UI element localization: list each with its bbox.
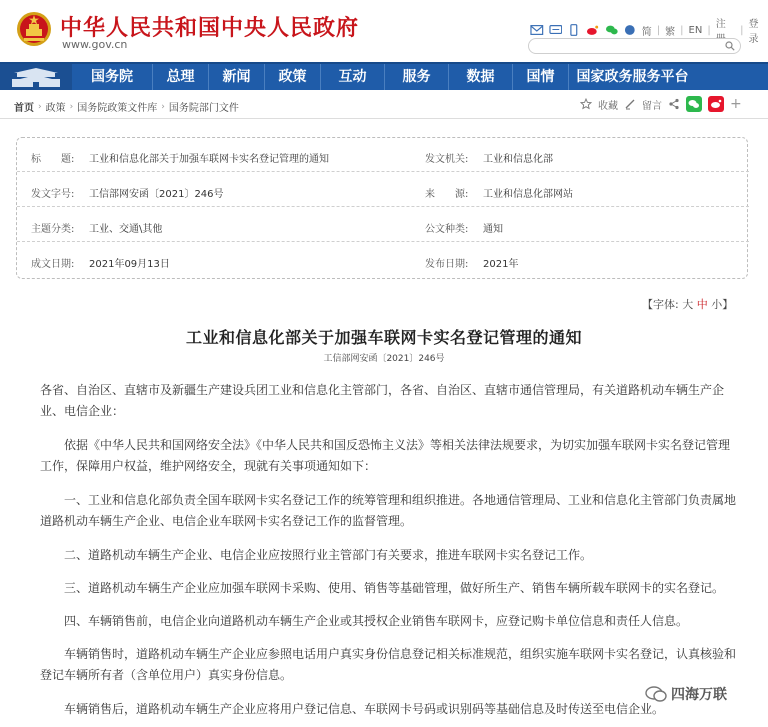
article-docno: 工信部网安函〔2021〕246号 (323, 354, 445, 364)
top-link-register[interactable]: 注 (715, 19, 726, 30)
separator: | (680, 24, 684, 36)
source-value: 工业和信息化部网站 (483, 189, 573, 200)
star-icon[interactable] (580, 98, 592, 110)
nav-item-state-council[interactable]: 国务院 (91, 69, 133, 85)
national-emblem-icon[interactable] (16, 9, 52, 49)
docno-value: 工信部网安函〔2021〕246号 (89, 189, 224, 200)
breadcrumb-home[interactable]: 首页 (14, 103, 34, 114)
topic-label: 主题分类: (31, 224, 75, 235)
comment-button[interactable]: 留言 (642, 100, 662, 112)
nav-item-services[interactable]: 服务 (384, 64, 448, 90)
article-paragraph: 三、道路机动车辆生产企业应加强车联网卡采购、使用、销售等基础管理，做好所生产、销售车辆所载车联网卡的实名登记。 (64, 581, 725, 595)
site-title[interactable]: 中华人民共和国中央人民政府 (60, 15, 360, 41)
separator: | (707, 24, 711, 36)
nav-item-data[interactable]: 数据 (448, 64, 512, 90)
article-paragraph: 车辆销售时，道路机动车辆生产企业应参照电话用户真实身份信息登记相关标准规范，组织实施车联网卡实名登记，认真核验和登记车辆所有者（含单位用户）真实身份信息。 (40, 647, 737, 682)
wechat-icon[interactable] (605, 24, 619, 36)
breadcrumb-department-docs[interactable]: 国务院部门文件 (168, 103, 239, 114)
share-tools (580, 96, 742, 112)
doctype-label: 公文种类: (425, 224, 469, 235)
article-paragraph: 依据《中华人民共和国网络安全法》《中华人民共和国反恐怖主义法》等相关法律法规要求，为切实加强车联网卡实名登记管理工作，保障用户权益，维护网络安全，现就有关事项通知如下： (40, 438, 731, 473)
search-input[interactable] (528, 38, 741, 54)
info-row (17, 138, 749, 172)
favorite-button[interactable]: 收藏 (598, 100, 618, 112)
font-size-small[interactable]: 小】 (711, 298, 734, 311)
separator: | (740, 24, 744, 36)
tiananmen-logo-icon[interactable] (0, 64, 72, 90)
nav-item-gov-service-platform[interactable]: 国家政务服务平台 (568, 64, 696, 90)
article-title: 工业和信息化部关于加强车联网卡实名登记管理的通知 (185, 328, 582, 347)
article-paragraph: 四、车辆销售前，电信企业向道路机动车辆生产企业或其授权企业销售车联网卡，应登记购卡单位信息和责任人信息。 (64, 614, 689, 628)
mobile-icon[interactable] (567, 24, 581, 36)
info-row (17, 243, 749, 277)
nav-items (72, 64, 696, 90)
watermark-text: 四海万联 (671, 687, 727, 703)
main-nav (0, 62, 768, 90)
source-label: 来 源: (425, 189, 469, 200)
topic-value: 工业、交通\其他 (89, 224, 163, 235)
top-link-login[interactable]: 登录 (748, 19, 759, 45)
article-paragraph: 车辆销售后，道路机动车辆生产企业应将用户登记信息、车联网卡号码或识别码等基础信息及时传送至电信企业。 (64, 702, 665, 716)
mail-icon[interactable] (530, 24, 544, 36)
title-value: 工业和信息化部关于加强车联网卡实名登记管理的通知 (89, 154, 329, 165)
chevron-right-icon: › (161, 101, 165, 112)
top-link-simplified[interactable]: 简 (641, 26, 652, 38)
nav-item-interaction[interactable]: 互动 (320, 64, 384, 90)
wechat-share-icon[interactable] (686, 96, 702, 112)
issuer-value: 工业和信息化部 (483, 154, 553, 165)
font-size-switcher (642, 296, 733, 312)
article-paragraph: 二、道路机动车辆生产企业、电信企业应按照行业主管部门有关要求，推进车联网卡实名登记工作。 (64, 548, 593, 562)
weibo-icon[interactable] (586, 24, 600, 36)
nav-item-policy[interactable]: 政策 (264, 64, 320, 90)
breadcrumb-policy-library[interactable]: 国务院政策文件库 (77, 103, 158, 114)
wechat-watermark-icon (645, 685, 667, 703)
nav-item-news[interactable]: 新闻 (208, 64, 264, 90)
document-info-table (16, 137, 748, 279)
font-size-prefix: 【字体: (642, 298, 679, 311)
weibo-share-icon[interactable] (708, 96, 724, 112)
info-row (17, 208, 749, 242)
site-header (0, 0, 768, 62)
breadcrumb (14, 99, 239, 114)
top-link-english[interactable]: EN (688, 24, 703, 36)
plus-icon[interactable]: + (730, 96, 742, 112)
info-row (17, 173, 749, 207)
published-date-label: 发布日期: (425, 259, 469, 270)
font-size-medium[interactable]: 中 (696, 298, 708, 311)
article-paragraph: 各省、自治区、直辖市及新疆生产建设兵团工业和信息化主管部门，各省、自治区、直辖市通信管理局，有关道路机动车辆生产企业、电信企业： (40, 383, 725, 418)
search-icon[interactable] (725, 41, 735, 51)
title-label: 标 题: (31, 154, 75, 165)
nav-item-premier[interactable]: 总理 (152, 64, 208, 90)
written-date-value: 2021年09月13日 (89, 259, 170, 270)
top-link-traditional[interactable]: 繁 (665, 26, 676, 38)
pen-icon[interactable] (624, 98, 636, 110)
published-date-value: 2021年 (483, 259, 519, 270)
breadcrumb-divider (0, 118, 768, 119)
font-size-large[interactable]: 大 (682, 298, 694, 311)
watermark (645, 684, 727, 704)
message-icon[interactable] (549, 24, 563, 36)
docno-label: 发文字号: (31, 189, 75, 200)
chevron-right-icon: › (69, 101, 74, 112)
written-date-label: 成文日期: (31, 259, 75, 270)
doctype-value: 通知 (483, 224, 503, 235)
site-url: www.gov.cn (62, 38, 128, 51)
chevron-right-icon: › (38, 101, 42, 112)
article-paragraph: 一、工业和信息化部负责全国车联网卡实名登记工作的统筹管理和组织推进。各地通信管理局、工业和信息化主管部门负责属地道路机动车辆生产企业、电信企业车联网卡实名登记工作的监督管理。 (40, 493, 737, 528)
share-icon[interactable] (668, 98, 680, 110)
nav-item-national-info[interactable]: 国情 (512, 64, 568, 90)
issuer-label: 发文机关: (425, 154, 469, 165)
toutiao-icon[interactable] (623, 24, 637, 36)
breadcrumb-policy[interactable]: 政策 (45, 103, 66, 114)
separator: | (656, 24, 661, 36)
